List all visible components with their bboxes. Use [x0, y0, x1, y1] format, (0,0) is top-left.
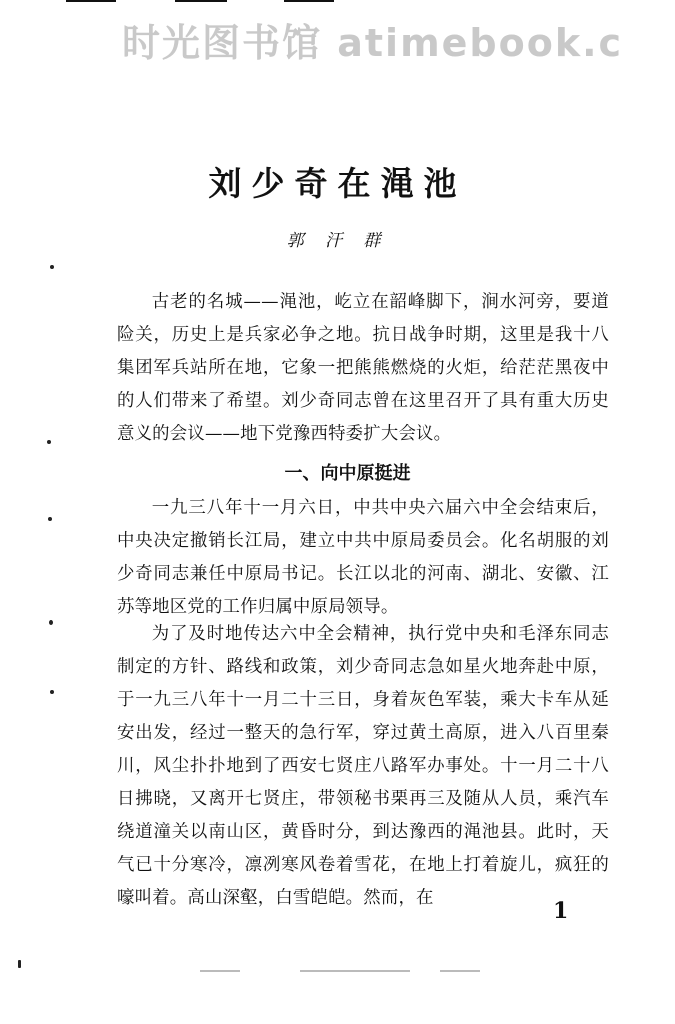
margin-speck [47, 440, 51, 444]
page-number: 1 [553, 898, 569, 924]
author-name: 郭 汗 群 [286, 231, 389, 251]
body-paragraph-1: 一九三八年十一月六日，中共中央六届六中全会结束后，中央决定撤销长江局，建立中共中原局委员会。化名胡服的刘少奇同志兼任中原局书记。长江以北的河南、湖北、安徽、江苏等地区党的工作归属中原局领导。 [117, 498, 609, 617]
margin-speck [50, 265, 54, 269]
body-paragraph-2: 为了及时地传达六中全会精神，执行党中央和毛泽东同志制定的方针、路线和政策，刘少奇同志急如星火地奔赴中原，于一九三八年十一月二十三日，身着灰色军装，乘大卡车从延安出发，经过一整天的急行军，穿过黄土高原，进入八百里秦川，风尘扑扑地到了西安七贤庄八路军办事处。十一月二十八日拂晓，又离开七贤庄，带领秘书栗再三及随从人员，乘汽车绕道潼关以南山区，黄昏时分，到达豫西的渑池县。此时，天气已十分寒冷，凛冽寒风卷着雪花，在地上打着旋儿，疯狂的嚎叫着。高山深壑，白雪皑皑。然而，在 [117, 624, 609, 908]
margin-speck [48, 517, 52, 521]
watermark: 时光图书馆 atimebook.c [122, 21, 624, 65]
footer-smudge [200, 970, 240, 972]
margin-speck [18, 960, 21, 968]
top-rule-right [284, 0, 334, 2]
footer-smudge [440, 970, 480, 972]
page-title: 刘少奇在渑池 [208, 164, 467, 203]
section-heading: 一、向中原挺进 [284, 463, 411, 484]
margin-speck [50, 690, 54, 694]
intro-paragraph: 古老的名城——渑池，屹立在韶峰脚下，涧水河旁，要道险关，历史上是兵家必争之地。抗日战争时期，这里是我十八集团军兵站所在地，它象一把熊熊燃烧的火炬，给茫茫黑夜中的人们带来了希望。刘少奇同志曾在这里召开了具有重大历史意义的会议——地下党豫西特委扩大会议。 [117, 292, 609, 444]
margin-speck [49, 620, 53, 625]
footer-smudge [300, 970, 410, 972]
top-rule-middle [175, 0, 227, 2]
top-rule-left [66, 0, 116, 2]
